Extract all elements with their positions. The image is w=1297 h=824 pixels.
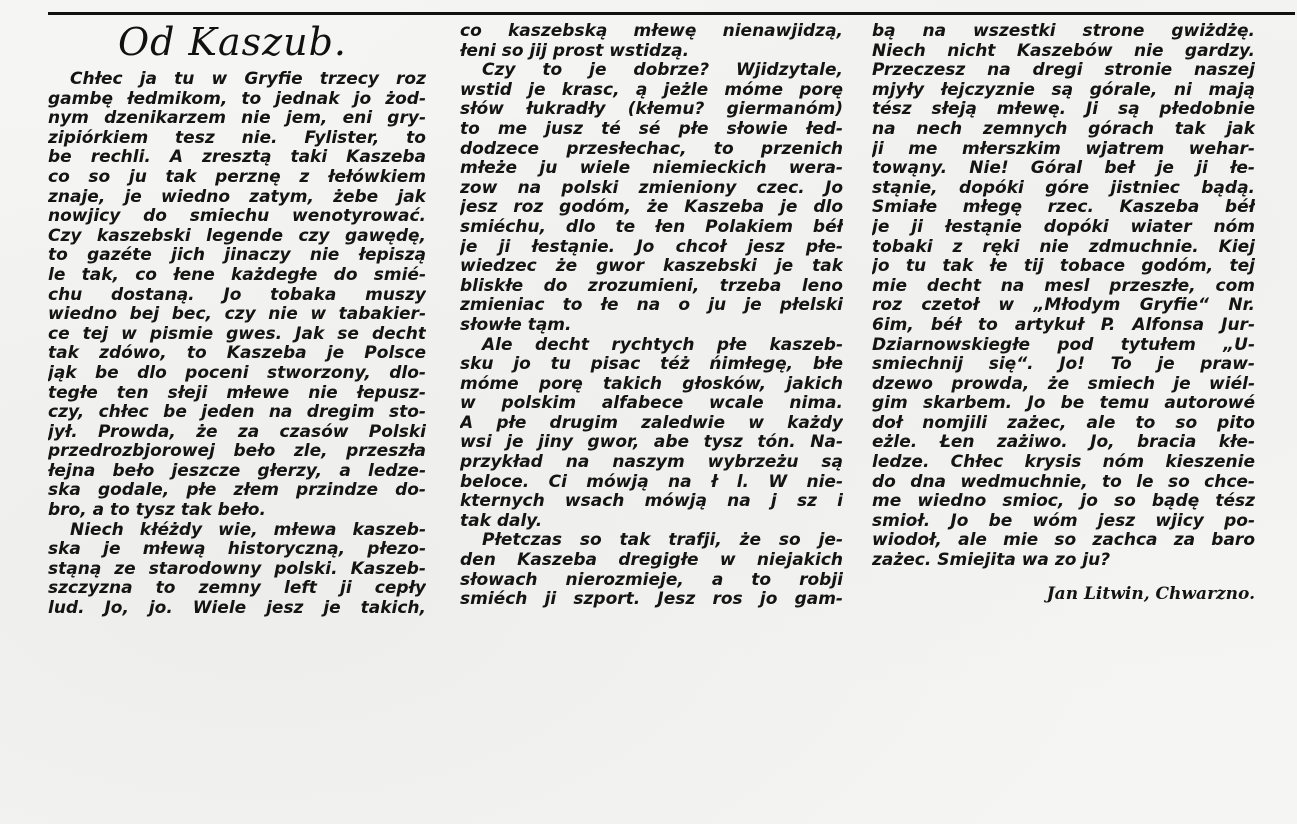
text-line: tegłe ten słeji młewe nie łepusz- [48, 383, 426, 403]
text-line: chu dostaną. Jo tobaka muszy [48, 285, 426, 305]
text-line: słowłe tąm. [460, 315, 572, 335]
text-line: wsi je jiny gwor, abe tysz tón. Na- [460, 433, 843, 453]
text-line: przykład na naszym wybrzeżu są [460, 453, 843, 473]
text-line: ska godale, płe złem przindze do- [48, 481, 426, 501]
text-line: Czy to je dobrze? Wjidzytale, [482, 61, 843, 81]
author-signature: Jan Litwin, Chwarzno. [1046, 583, 1255, 604]
text-line: bliskłe do zrozumieni, trzeba leno [460, 276, 843, 296]
text-line: czy, chłec be jeden na dregim sto- [48, 403, 426, 423]
text-line: w polskim alfabece wcale nima. [460, 394, 843, 414]
text-line: roz czetoł w „Młodym Gryfie“ Nr. [872, 296, 1255, 316]
text-line: to gazéte jich jinaczy nie łepiszą [48, 246, 426, 266]
text-line: łejna beło jeszcze głerzy, a ledze- [48, 461, 426, 481]
text-line: to me jusz té sé płe słowie łed- [460, 119, 843, 139]
text-line: Czy kaszebski legende czy gawędę, [48, 226, 426, 246]
text-line: 6im, béł to artykuł P. Alfonsa Jur- [872, 315, 1255, 335]
text-line: stąną ze starodowny polski. Kaszeb- [48, 559, 426, 579]
text-line: przedrozbjorowej beło zle, przeszła [48, 442, 426, 462]
text-line: be rechli. A zresztą taki Kaszeba [48, 148, 426, 168]
text-line: Ale decht rychtych płe kaszeb- [482, 335, 843, 355]
text-line: lud. Jo, jo. Wiele jesz je takich, [48, 599, 426, 619]
text-line: Płetczas so tak trafji, że so je- [482, 531, 843, 551]
text-line: eżle. Łen zażiwo. Jo, bracia kłe- [872, 433, 1255, 453]
top-rule-divider [48, 12, 1295, 15]
text-line: den Kaszeba dregigłe w niejakich [460, 551, 843, 571]
text-line: smiéchu, dlo te łen Polakiem béł [460, 217, 843, 237]
text-line: nowjicy do smiechu wenotyrować. [48, 207, 426, 227]
article-column-3 [872, 22, 1255, 605]
text-line: le tak, co łene każdegłe do smié- [48, 265, 426, 285]
article-column-1 [48, 70, 426, 619]
text-line: tobaki z ręki nie zdmuchnie. Kiej [872, 237, 1255, 257]
text-line: wiedzec że gwor kaszebski je tak [460, 257, 843, 277]
text-line: szczyzna to zemny left ji cepły [48, 579, 426, 599]
text-line: jo tu tak łe tij tobace godóm, tej [872, 257, 1255, 277]
text-line: tész słeją młewę. Ji są płedobnie [872, 100, 1255, 120]
text-line: do dna wedmuchnie, to le so chce- [872, 472, 1255, 492]
text-line: tak zdówo, to Kaszeba je Polsce [48, 344, 426, 364]
text-line: zipiórkiem tesz nie. Fylister, to [48, 128, 426, 148]
text-line: kternych wsach mówją na j sz i [460, 492, 843, 512]
text-line: Przeczesz na dregi stronie naszej [872, 61, 1255, 81]
text-line: słowach nierozmieje, a to robji [460, 570, 843, 590]
text-line: doł nomjili zażec, ale to so pito [872, 413, 1255, 433]
text-line: dodzece przesłechac, to przenich [460, 139, 843, 159]
text-line: je ji łestąnie. Jo chcoł jesz płe- [460, 237, 843, 257]
text-line: Niech nicht Kaszebów nie gardzy. [872, 41, 1255, 61]
text-line: jył. Prowda, że za czasów Polski [48, 422, 426, 442]
text-line: je ji łestąnie dopóki wiater nóm [872, 217, 1255, 237]
text-line: wstid je krasc, ą jeżle móme porę [460, 80, 843, 100]
text-line: ska je młewą historyczną, płezo- [48, 540, 426, 560]
text-line: smiéch ji szport. Jesz ros jo gam- [460, 590, 843, 610]
text-line: nym dzenikarzem nie jem, eni gry- [48, 109, 426, 129]
text-line: mie decht na mesl przeszłe, com [872, 276, 1255, 296]
text-line: stąnie, dopóki góre jistniec bądą. [872, 178, 1255, 198]
text-line: mjyły łejczyznie są górale, ni mają [872, 80, 1255, 100]
text-line: Chłec ja tu w Gryfie trzecy roz [70, 70, 426, 89]
text-line: gim skarbem. Jo be temu autorowé [872, 394, 1255, 414]
text-line: znaje, je wiedno zatym, żebe jak [48, 187, 426, 207]
text-line: łeni so jij prost wstidzą. [460, 41, 690, 61]
text-line: towąny. Nie! Góral beł je ji łe- [872, 159, 1255, 179]
text-line: co kaszebską młewę nienawjidzą, [460, 22, 843, 41]
text-line: słów łukradły (kłemu? giermanóm) [460, 100, 843, 120]
text-line: bro, a to tysz tak beło. [48, 501, 266, 521]
article-headline: Od Kaszub. [118, 20, 348, 64]
text-line: na nech zemnych górach tak jak [872, 119, 1255, 139]
text-line: Smiałe młegę rzec. Kaszeba béł [872, 198, 1255, 218]
text-line: wiedno bej bec, czy nie w tabakier- [48, 305, 426, 325]
text-line: bą na wszestki strone gwiżdżę. [872, 22, 1255, 41]
text-line: tak daly. [460, 511, 543, 531]
text-line: sku jo tu pisac téż ńimłegę, błe [460, 355, 843, 375]
text-line: ce tej w pismie gwes. Jak se decht [48, 324, 426, 344]
text-line: zażec. Smiejita wa zo ju? [872, 551, 1111, 571]
text-line: zow na polski zmieniony czec. Jo [460, 178, 843, 198]
text-line: jesz roz godóm, że Kaszeba je dlo [460, 198, 843, 218]
text-line: smiechnij się“. Jo! To je praw- [872, 355, 1255, 375]
text-line: dzewo prowda, że smiech je wiél- [872, 374, 1255, 394]
text-line: ledze. Chłec krysis nóm kieszenie [872, 453, 1255, 473]
text-line: zmieniac to łe na o ju je płelski [460, 296, 843, 316]
text-line: co so ju tak perznę z łełówkiem [48, 167, 426, 187]
text-line: beloce. Ci mówją na ł l. W nie- [460, 472, 843, 492]
article-column-2 [460, 22, 843, 610]
text-line: młeże ju wiele niemieckich wera- [460, 159, 843, 179]
text-line: gambę łedmikom, to jednak jo żod- [48, 89, 426, 109]
text-line: Niech kłéżdy wie, młewa kaszeb- [70, 520, 426, 540]
text-line: smioł. Jo be wóm jesz wjicy po- [872, 511, 1255, 531]
text-line: wiodoł, ale mie so zachca za baro [872, 531, 1255, 551]
text-line: ji me młerszkim wjatrem wehar- [872, 139, 1255, 159]
text-line: me wiedno smioc, jo so bądę tész [872, 492, 1255, 512]
text-line: móme porę takich głosków, jakich [460, 374, 843, 394]
text-line: Dziarnowskiegłe pod tytułem „U- [872, 335, 1255, 355]
text-line: A płe drugim zaledwie w każdy [460, 413, 843, 433]
text-line: jąk be dlo poceni stworzony, dlo- [48, 363, 426, 383]
